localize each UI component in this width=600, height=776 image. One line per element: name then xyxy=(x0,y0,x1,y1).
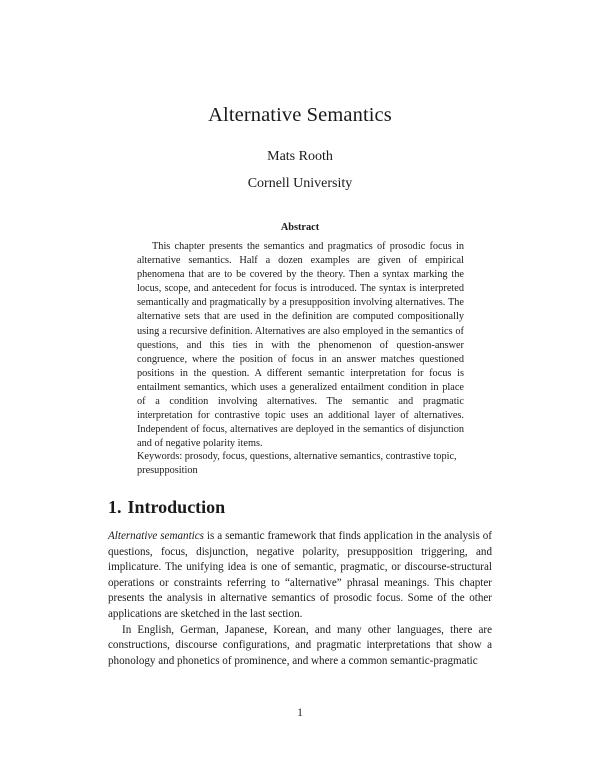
section-number: 1. xyxy=(108,497,122,517)
abstract-heading: Abstract xyxy=(280,222,320,233)
paper-title: Alternative Semantics xyxy=(208,104,392,126)
keywords: Keywords: prosody, focus, questions, alternative semantics, contrastive topic, presupposition xyxy=(137,451,457,477)
section-heading xyxy=(108,497,231,518)
paragraph-1-text: is a semantic framework that finds application in the analysis of questions, focus, disjunction, negative polarity, presupposition triggering, and implicature. The unifying idea is one of semantic, pragmatic, or discourse-structural operations or constraints referring to “alternative” phrasal meanings. This chapter presents the analysis in alternative semantics of prosodic focus. Some of the other applications are sketched in the last section. xyxy=(108,530,492,620)
section-body xyxy=(108,529,492,669)
author-affiliation: Cornell University xyxy=(247,176,353,191)
paragraph-2: In English, German, Japanese, Korean, and many other languages, there are constructions, discourse configurations, and pragmatic interpretations that show a phonology and phonetics of prominence, and where a common semantic-pragmatic xyxy=(108,623,492,667)
page-number: 1 xyxy=(297,707,303,719)
paragraph-1 xyxy=(108,529,492,623)
abstract-text: This chapter presents the semantics and pragmatics of prosodic focus in alternative semantics. Half a dozen examples are given of empirical phenomena that are to be covered by the theory. Then a syntax marking the locus, scope, and antecedent for focus is introduced. The syntax is interpreted semantically and pragmatically by a presupposition involving alternatives. The alternative sets that are used in the definition are computed compositionally using a recursive definition. Alternatives are also employed in the semantics of questions, and this ties in with the phenomenon of question-answer congruence, where the position of focus in an answer matches questioned positions in the question. A different semantic interpretation for focus is entailment semantics, which uses a generalized entailment condition in place of a condition involving alternatives. The semantic and pragmatic interpretation for contrastive topic uses an additional layer of alternatives. Independent of focus, alternatives are deployed in the semantics of disjunction and of negative polarity items. xyxy=(137,241,464,450)
term-alternative-semantics: Alternative semantics xyxy=(108,530,204,542)
author-name: Mats Rooth xyxy=(267,149,333,164)
section-title: Introduction xyxy=(127,497,226,517)
abstract-body xyxy=(137,240,464,451)
